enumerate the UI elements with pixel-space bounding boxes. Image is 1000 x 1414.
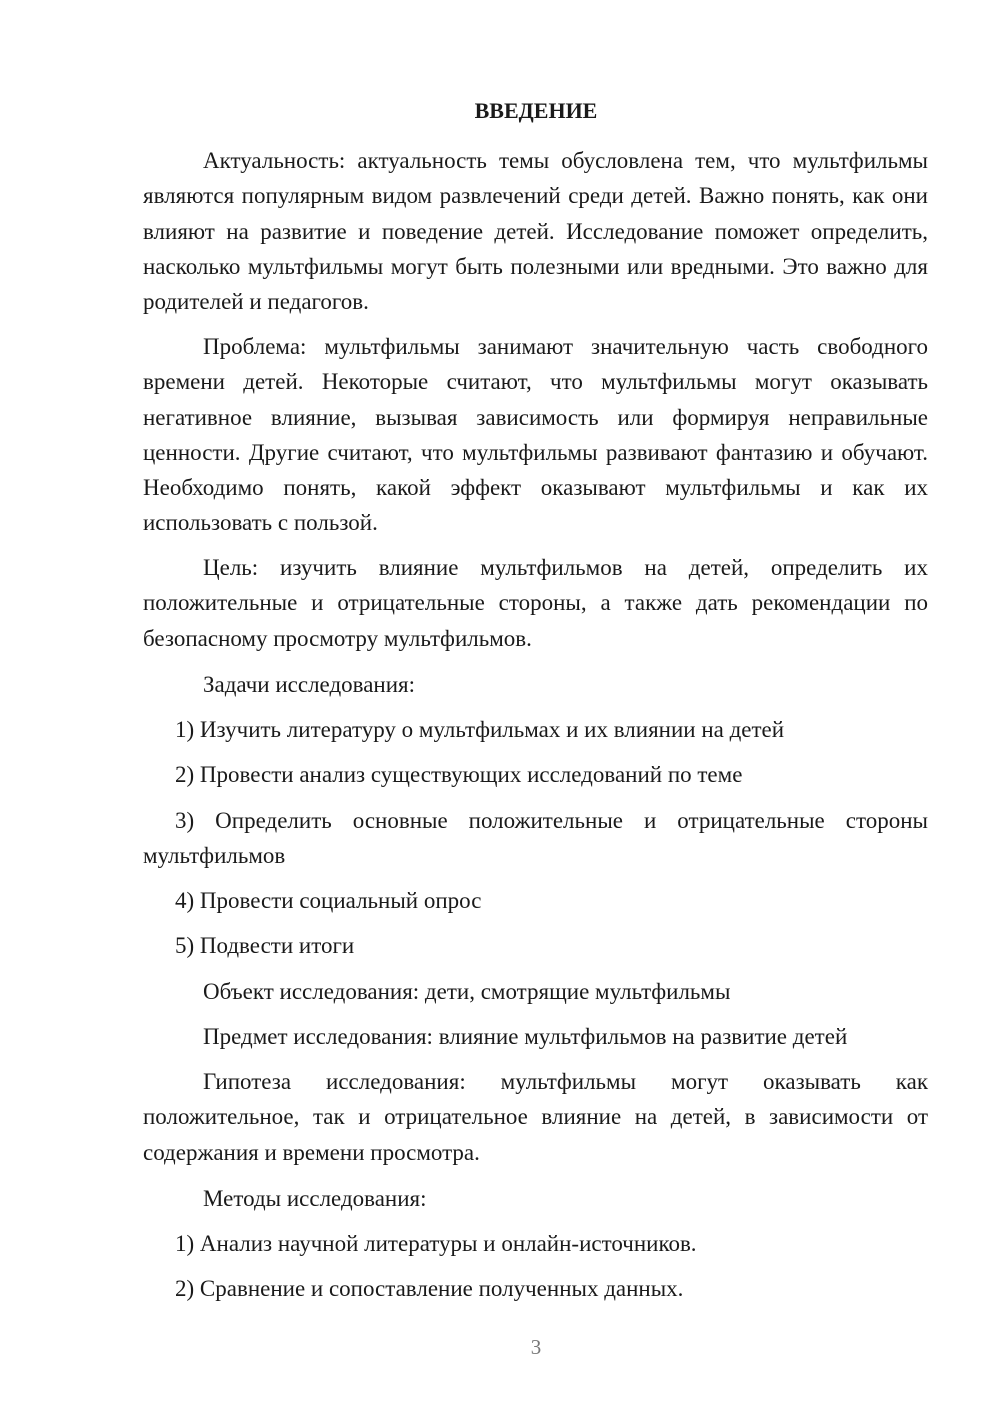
method-item-1: 1) Анализ научной литературы и онлайн-источников. — [175, 1231, 697, 1256]
task-item-5: 5) Подвести итоги — [175, 933, 355, 958]
paragraph-problem: Проблема: мультфильмы занимают значительную часть свободного времени детей. Некоторые считают, что мультфильмы могут оказывать негативное влияние, вызывая зависимость или формируя неправильные ценности. Другие считают, что мультфильмы развивают фантазию и обучают. Необходимо понять, какой эффект оказывают мультфильмы и как их использовать с пользой. — [143, 334, 928, 536]
methods-title: Методы исследования: — [203, 1186, 427, 1211]
tasks-title: Задачи исследования: — [203, 672, 416, 697]
research-hypothesis: Гипотеза исследования: мультфильмы могут оказывать как положительное, так и отрицательное влияние на детей, в зависимости от содержания и времени просмотра. — [143, 1069, 928, 1165]
research-object: Объект исследования: дети, смотрящие мультфильмы — [203, 979, 731, 1004]
task-item-4: 4) Провести социальный опрос — [175, 888, 482, 913]
research-subject: Предмет исследования: влияние мультфильмов на развитие детей — [203, 1024, 848, 1049]
paragraph-relevance: Актуальность: актуальность темы обусловлена тем, что мультфильмы являются популярным видом развлечений среди детей. Важно понять, как они влияют на развитие и поведение детей. Исследование поможет определить, насколько мультфильмы могут быть полезными или вредными. Это важно для родителей и педагогов. — [143, 148, 928, 315]
task-item-3: 3) Определить основные положительные и отрицательные стороны мультфильмов — [143, 808, 928, 869]
method-item-2: 2) Сравнение и сопоставление полученных данных. — [175, 1276, 684, 1301]
paragraph-goal: Цель: изучить влияние мультфильмов на детей, определить их положительные и отрицательные стороны, а также дать рекомендации по безопасному просмотру мультфильмов. — [143, 555, 928, 651]
task-item-1: 1) Изучить литературу о мультфильмах и их влиянии на детей — [175, 717, 785, 742]
page-number: 3 — [530, 1335, 542, 1359]
task-item-2: 2) Провести анализ существующих исследований по теме — [175, 762, 743, 787]
page-title: ВВЕДЕНИЕ — [474, 98, 598, 123]
